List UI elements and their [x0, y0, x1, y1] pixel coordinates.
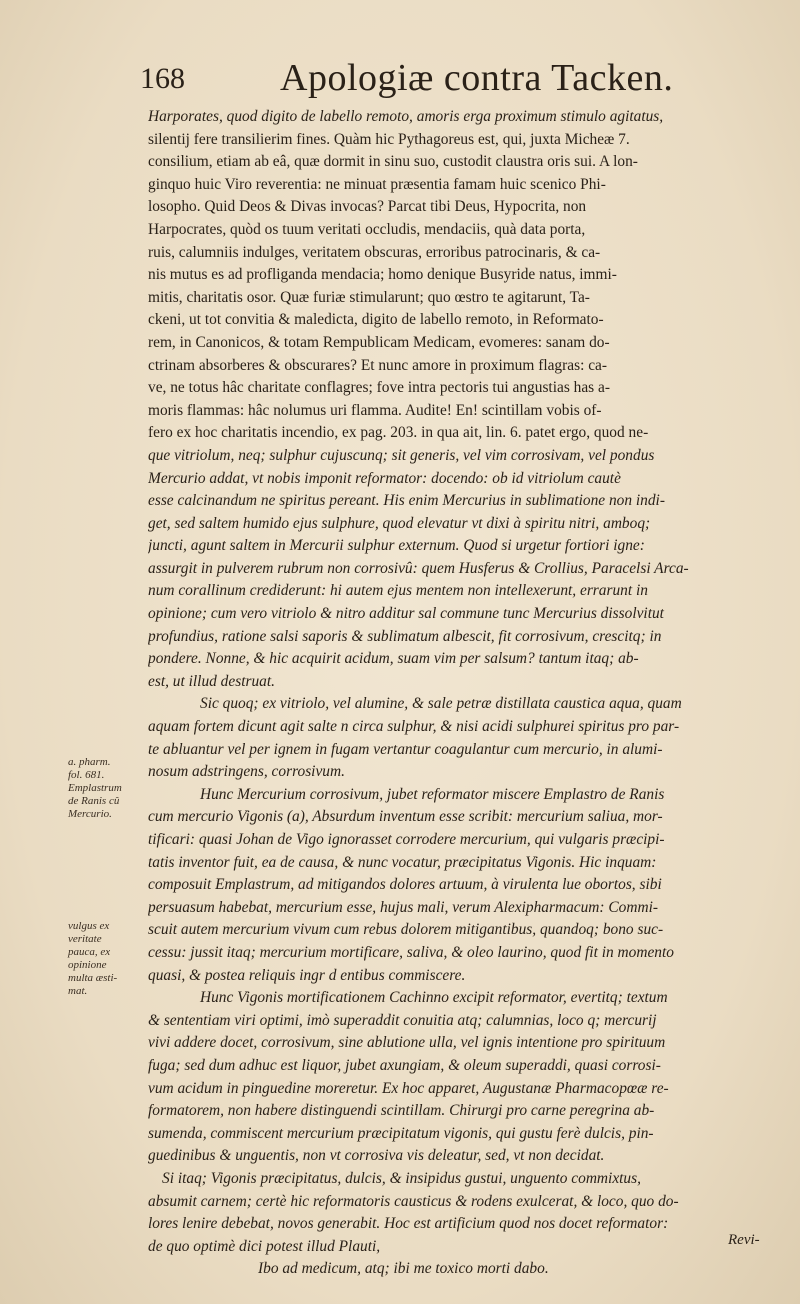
text-line: profundius, ratione salsi saporis & sublimatum albescit, fit corrosivum, crescitq; in — [148, 627, 662, 645]
text-line: rem, in Canonicos, & totam Rempublicam Medicam, evomeres: sanam do- — [148, 333, 610, 351]
margin-note-emplastrum — [68, 756, 148, 821]
text-line: absumit carnem; certè hic reformatoris causticus & rodens exulcerat, & loco, quo do- — [148, 1192, 679, 1210]
text-line: vivi addere docet, corrosivum, sine ablutione ulla, vel ignis intentione pro spirituum — [148, 1034, 666, 1052]
text-line: formatorem, non habere distinguendi scintillam. Chirurgi pro carne peregrina ab- — [148, 1102, 655, 1120]
text-line: est, ut illud destruat. — [148, 672, 275, 690]
margin-note-line: opinione — [68, 959, 107, 971]
text-line: esse calcinandum ne spiritus pereant. His enim Mercurius in sublimatione non indi- — [148, 492, 665, 510]
text-line: nosum adstringens, corrosivum. — [148, 763, 345, 781]
text-line: de quo optimè dici potest illud Plauti, — [148, 1237, 381, 1255]
text-line: fuga; sed dum adhuc est liquor, jubet axungiam, & oleum superaddi, quasi corrosi- — [148, 1056, 661, 1074]
text-line: Mercurio addat, vt nobis imponit reformator: docendo: ob id vitriolum cautè — [148, 469, 621, 487]
text-line: aquam fortem dicunt agit salte n circa sulphur, & nisi acidi sulphurei spiritus pro par- — [148, 718, 680, 736]
text-line: persuasum habebat, mercurium esse, hujus mali, verum Alexipharmacum: Commi- — [148, 898, 658, 916]
margin-note-line: de Ranis cû — [68, 795, 120, 807]
margin-note-line: mat. — [68, 985, 88, 997]
text-line: pondere. Nonne, & hic acquirit acidum, suam vim per salsum? tantum itaq; ab- — [148, 650, 639, 668]
text-line: guedinibus & unguentis, non vt corrosiva vis deleatur, sed, vt non decidat. — [148, 1147, 605, 1165]
text-line: sumenda, commiscent mercurium præcipitatum vigonis, qui gustu ferè dulcis, pin- — [148, 1124, 654, 1142]
text-line: num corallinum crediderunt: hi autem ejus mentem non intellexerunt, errarunt in — [148, 582, 648, 600]
text-line: silentij fere transilierim fines. Quàm hic Pythagoreus est, qui, juxta Micheæ 7. — [148, 130, 630, 148]
margin-note-vulgus — [68, 920, 148, 998]
text-line: Harporates, quod digito de labello remoto, amoris erga proximum stimulo agitatus, — [148, 108, 664, 125]
text-line: tatis inventor fuit, ea de causa, & nunc vocatur, præcipitatus Vigonis. Hic inquam: — [148, 853, 657, 871]
text-line: tificari: quasi Johan de Vigo ignorasset corrodere mercurium, qui vulgaris præcipi- — [148, 831, 665, 848]
text-line: ruis, calumniis indulges, veritatem obscuras, erroribus patrocinaris, & ca- — [148, 243, 601, 261]
text-line: lores lenire debebat, novos generabit. Hoc est artificium quod nos docet reformator: — [148, 1215, 669, 1233]
text-line: ve, ne totus hâc charitate conflagres; fove intra pectoris tui angustias has a- — [148, 379, 610, 397]
text-line: Hunc Mercurium corrosivum, jubet reformator miscere Emplastro de Ranis — [200, 785, 665, 803]
margin-note-line: fol. 681. — [68, 769, 105, 781]
text-line: ginquo huic Viro reverentia: ne minuat præsentia famam huic scenico Phi- — [148, 175, 606, 193]
text-line: consilium, etiam ab eâ, quæ dormit in sinu suo, custodit claustra oris sui. A lon- — [148, 153, 638, 171]
text-line: moris flammas: hâc nolumus uri flamma. Audite! En! scintillam vobis of- — [148, 401, 602, 419]
margin-note-line: pauca, ex — [68, 946, 111, 958]
text-line: Hunc Vigonis mortificationem Cachinno excipit reformator, evertitq; textum — [200, 989, 668, 1007]
text-line: Ibo ad medicum, atq; ibi me toxico morti dabo. — [258, 1260, 549, 1278]
text-line: nis mutus es ad profliganda mendacia; homo denique Busyride natus, immi- — [148, 266, 617, 284]
text-line: cum mercurio Vigonis (a), Absurdum inventum esse scribit: mercurium saliua, mor- — [148, 808, 663, 826]
text-line: losopho. Quid Deos & Divas invocas? Parcat tibi Deus, Hypocrita, non — [148, 198, 587, 216]
running-title: Apologiæ contra Tacken. — [280, 57, 674, 99]
text-line: quasi, & postea reliquis ingr d entibus commiscere. — [148, 966, 466, 984]
text-line: Harpocrates, quòd os tuum veritati occludis, mendaciis, quà data porta, — [148, 220, 586, 238]
text-line: fero ex hoc charitatis incendio, ex pag. 203. in qua ait, lin. 6. patet ergo, quod ne- — [148, 424, 649, 442]
text-line: cessu: jussit itaq; mercurium mortificare, saliva, & oleo laurino, quod fit in momento — [148, 943, 674, 961]
text-line: mitis, charitatis osor. Quæ furiæ stimularunt; quo œstro te agitarunt, Ta- — [148, 288, 590, 306]
text-line: ckeni, ut tot convitia & maledicta, digito de labello remoto, in Reformato- — [148, 311, 604, 329]
margin-note-line: veritate — [68, 933, 102, 945]
text-line: get, sed saltem humido ejus sulphure, quod elevatur vt dixi à spiritu nitri, amboq; — [148, 514, 651, 532]
text-line: Sic quoq; ex vitriolo, vel alumine, & sale petræ distillata caustica aqua, quam — [200, 695, 682, 713]
text-line: juncti, agunt saltem in Mercurii sulphur externum. Quod si urgetur fortiori igne: — [148, 537, 645, 555]
margin-note-line: a. pharm. — [68, 756, 111, 768]
catchword: Revi- — [728, 1232, 760, 1248]
margin-note-line: Mercurio. — [68, 808, 112, 820]
text-line: assurgit in pulverem rubrum non corrosivû: quem Husferus & Crollius, Paracelsi Arca- — [148, 559, 689, 577]
page-number: 168 — [140, 62, 185, 95]
text-line: Si itaq; Vigonis præcipitatus, dulcis, & insipidus gustui, unguento commixtus, — [162, 1169, 641, 1187]
text-line: & sententiam viri optimi, imò superaddit conuitia atq; calumnias, loco q; mercurij — [148, 1011, 657, 1029]
text-line: opinione; cum vero vitriolo & nitro additur sal commune tunc Mercurius dissolvitut — [148, 605, 664, 623]
text-line: ctrinam absorberes & obscurares? Et nunc amore in proximum flagras: ca- — [148, 356, 607, 374]
margin-note-line: Emplastrum — [68, 782, 122, 794]
text-line: que vitriolum, neq; sulphur cujuscunq; sit generis, vel vim corrosivam, vel pondus — [148, 446, 655, 464]
page-header — [140, 56, 760, 106]
text-line: te abluantur vel per ignem in fugam vertantur coagulantur cum mercurio, in alumi- — [148, 740, 663, 758]
margin-note-line: vulgus ex — [68, 920, 110, 932]
text-line: vum acidum in pinguedine moreretur. Ex hoc apparet, Augustanæ Pharmacopœæ re- — [148, 1079, 669, 1097]
body-text — [148, 106, 764, 1281]
text-line: scuit autem mercurium vivum cum rebus dolorem mitigantibus, quandoq; bono suc- — [148, 921, 664, 939]
margin-note-line: multa æsti- — [68, 972, 118, 984]
text-line: composuit Emplastrum, ad mitigandos dolores artuum, à virulenta lue obortos, sibi — [148, 876, 662, 894]
